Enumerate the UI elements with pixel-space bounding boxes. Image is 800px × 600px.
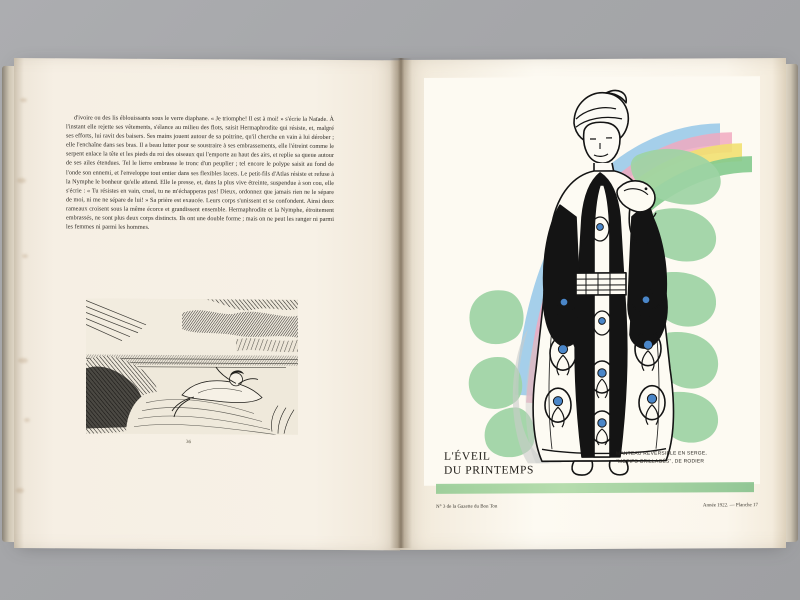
plate-description-line-1: MANTEAU RÉVERSIBLE EN SERGE, xyxy=(616,451,707,457)
plate-title-line-1: L'ÉVEIL xyxy=(444,450,491,463)
belt xyxy=(576,273,626,295)
open-book xyxy=(14,58,786,548)
plate-description xyxy=(616,450,766,467)
paper-foxing-spot xyxy=(24,418,30,422)
right-page xyxy=(400,58,786,550)
face xyxy=(584,122,620,163)
body-paragraph: d'ivoire ou des lis éblouissants sous le verre diaphane. « Je triomphe! Il est à moi! » s'écrie la Naïade. À l'instant elle rejette ses vêtements, s'élance au milieu des flots, saisit Hermaphrodite qui résiste, et, malgré ses efforts, lui ravit des baisers. Ses mains jouent autour de sa poitrine, qu'il cherche en vain à lui dérober ; elle l'enchaîne dans ses bras. Il a beau lutter pour se soustraire à ses embrassements, elle l'étreint comme le serpent enlace la tête et les pieds du roi des oiseaux qui l'emporte au haut des airs, et replie sa queue autour de ses ailes étendues. Tel le lierre embrasse le tronc d'un peuplier ; tel encore le polype saisit au fond de l'onde son ennemi, et l'enveloppe tout entier dans ses flexibles lacets. Le petit-fils d'Atlas résiste et refuse à la Nymphe le bonheur qu'elle attend. Elle le presse, et, dans la plus vive étreinte, suspendue à son cou, elle s'écrie : « Tu résistes en vain, cruel, tu ne m'échapperas pas! Dieux, ordonnez que jamais rien ne le sépare de moi, ni me ne sépare de lui! » Sa prière est exaucée. Leurs corps s'unissent et se confondent. Ainsi deux rameaux croisent sous la même écorce et grandissent ensemble. Hermaphrodite et la Nymphe, étroitement embrassés, ne sont plus deux corps distincts. Ils ont une double forme ; mais on ne peut les ranger ni parmi les femmes ni parmi les hommes. xyxy=(66,114,334,231)
left-page-plate-number: 36 xyxy=(186,440,191,446)
engraving-illustration xyxy=(86,298,298,434)
left-page-body-text xyxy=(66,113,334,233)
fashion-plate-illustration xyxy=(424,76,760,486)
plate-description-line-2: "MOTIFS GRILLAGÉS", DE RODIER xyxy=(616,459,705,465)
paper-foxing-spot xyxy=(20,98,27,102)
paper-foxing-spot xyxy=(16,488,24,493)
engraving-svg xyxy=(86,298,298,434)
plate-title xyxy=(444,449,534,477)
fashion-plate-svg xyxy=(424,76,760,486)
paper-foxing-spot xyxy=(22,254,28,258)
footer-plate-reference: Année 1922. — Planche 17 xyxy=(702,503,758,509)
paper-foxing-spot xyxy=(17,178,26,183)
footer-publication: N° 3 de la Gazette du Bon Ton xyxy=(436,504,498,510)
plate-title-line-2: DU PRINTEMPS xyxy=(444,464,534,477)
paper-foxing-spot xyxy=(18,358,28,363)
decorative-green-bar xyxy=(436,482,754,494)
left-page xyxy=(14,58,400,550)
